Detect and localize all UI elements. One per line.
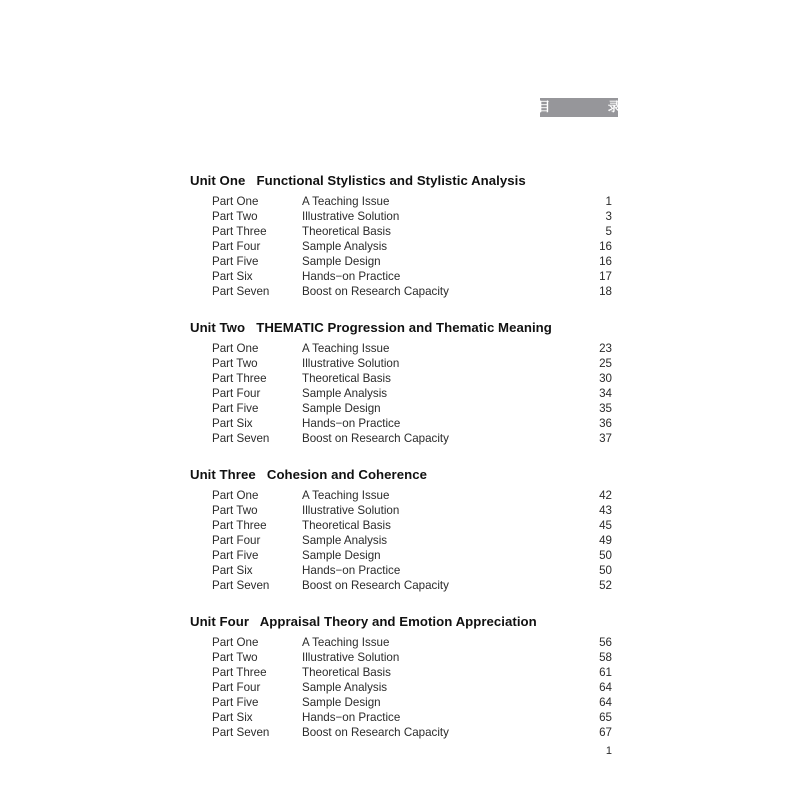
part-list [190,635,612,740]
unit-title: THEMATIC Progression and Thematic Meaning [256,320,552,335]
toc-entry[interactable] [190,356,612,371]
toc-entry[interactable] [190,431,612,446]
unit-heading [190,613,612,630]
toc-entry-page-number: 25 [599,357,612,370]
toc-entry[interactable] [190,254,612,269]
toc-entry[interactable] [190,710,612,725]
toc-entry-part: Part One [212,342,259,355]
unit-block [190,466,612,593]
toc-entry-page-number: 17 [599,270,612,283]
unit-title: Cohesion and Coherence [266,467,427,482]
toc-entry-page-number: 52 [599,579,612,592]
toc-entry-page-number: 36 [599,417,612,430]
toc-entry[interactable] [190,635,612,650]
toc-entry[interactable] [190,665,612,680]
toc-entry[interactable] [190,239,612,254]
toc-entry-page-number: 37 [599,432,612,445]
unit-block [190,319,612,446]
toc-entry-part: Part Six [212,270,253,283]
toc-entry-title: Sample Design [302,255,381,268]
contents-list [190,172,612,740]
part-list [190,341,612,446]
toc-entry-page-number: 1 [605,195,612,208]
toc-entry-title: Boost on Research Capacity [302,432,449,445]
toc-entry[interactable] [190,371,612,386]
toc-entry-page-number: 50 [599,564,612,577]
toc-entry-part: Part Five [212,255,259,268]
toc-entry-title: Sample Analysis [302,387,388,400]
toc-entry-title: Theoretical Basis [302,666,391,679]
toc-entry-page-number: 30 [599,372,612,385]
toc-entry[interactable] [190,548,612,563]
toc-entry-part: Part Five [212,402,259,415]
toc-entry[interactable] [190,341,612,356]
toc-entry-title: Theoretical Basis [302,519,391,532]
toc-entry[interactable] [190,488,612,503]
toc-entry-page-number: 64 [599,681,612,694]
unit-title: Appraisal Theory and Emotion Appreciation [259,614,537,629]
toc-entry-part: Part Three [212,666,267,679]
toc-entry[interactable] [190,563,612,578]
toc-entry-page-number: 56 [599,636,612,649]
toc-entry-part: Part Three [212,519,267,532]
toc-entry-title: Theoretical Basis [302,372,391,385]
unit-heading-spacer [245,173,256,188]
toc-entry-page-number: 5 [605,225,612,238]
unit-block [190,172,612,299]
toc-entry-title: A Teaching Issue [302,342,390,355]
toc-entry-title: Illustrative Solution [302,210,400,223]
unit-block [190,613,612,740]
toc-entry-page-number: 34 [599,387,612,400]
toc-entry[interactable] [190,269,612,284]
toc-entry-title: A Teaching Issue [302,489,390,502]
toc-entry-part: Part Two [212,210,258,223]
toc-entry-part: Part Six [212,711,253,724]
toc-entry-page-number: 50 [599,549,612,562]
toc-entry-page-number: 64 [599,696,612,709]
toc-entry-title: Illustrative Solution [302,504,400,517]
toc-entry-part: Part Three [212,225,267,238]
toc-entry-part: Part Seven [212,285,270,298]
toc-entry-part: Part Four [212,240,261,253]
toc-entry-page-number: 43 [599,504,612,517]
toc-entry-page-number: 61 [599,666,612,679]
toc-entry-part: Part Five [212,549,259,562]
toc-entry[interactable] [190,386,612,401]
unit-heading-spacer [245,320,256,335]
toc-entry-title: Hands−on Practice [302,711,401,724]
toc-entry[interactable] [190,725,612,740]
unit-title: Functional Stylistics and Stylistic Analysis [256,173,526,188]
part-list [190,194,612,299]
toc-entry-title: Hands−on Practice [302,270,401,283]
toc-entry-title: Sample Analysis [302,240,388,253]
toc-entry-page-number: 45 [599,519,612,532]
toc-entry-part: Part Four [212,534,261,547]
toc-entry-title: Theoretical Basis [302,225,391,238]
toc-entry-part: Part Seven [212,726,270,739]
toc-entry-page-number: 16 [599,255,612,268]
toc-entry-title: A Teaching Issue [302,636,390,649]
toc-entry-title: A Teaching Issue [302,195,390,208]
toc-entry-page-number: 18 [599,285,612,298]
toc-entry-part: Part Seven [212,432,270,445]
page-folio: 1 [605,745,612,757]
toc-entry[interactable] [190,209,612,224]
unit-heading [190,319,612,336]
toc-entry[interactable] [190,695,612,710]
toc-entry[interactable] [190,416,612,431]
toc-entry-page-number: 65 [599,711,612,724]
toc-entry-title: Sample Design [302,696,381,709]
toc-entry[interactable] [190,518,612,533]
toc-entry[interactable] [190,650,612,665]
toc-entry[interactable] [190,194,612,209]
toc-entry-part: Part Two [212,651,258,664]
toc-entry-part: Part One [212,195,259,208]
toc-entry-part: Part Six [212,417,253,430]
toc-entry[interactable] [190,578,612,593]
toc-entry-title: Sample Analysis [302,681,388,694]
unit-label: Unit One [190,173,246,188]
contents-banner-label: 目 录 [537,99,629,115]
toc-entry-page-number: 3 [605,210,612,223]
toc-entry-title: Illustrative Solution [302,357,400,370]
toc-entry[interactable] [190,224,612,239]
part-list [190,488,612,593]
toc-entry-page-number: 23 [599,342,612,355]
toc-entry-part: Part Six [212,564,253,577]
toc-entry-page-number: 67 [599,726,612,739]
toc-entry-part: Part Seven [212,579,270,592]
toc-entry-title: Illustrative Solution [302,651,400,664]
toc-entry-part: Part Two [212,357,258,370]
toc-entry[interactable] [190,503,612,518]
toc-entry-title: Sample Design [302,402,381,415]
toc-entry-part: Part Five [212,696,259,709]
unit-label: Unit Two [190,320,246,335]
unit-label: Unit Four [190,614,250,629]
toc-entry-part: Part One [212,636,259,649]
toc-entry-page-number: 16 [599,240,612,253]
toc-entry[interactable] [190,680,612,695]
unit-heading-spacer [249,614,260,629]
toc-entry-page-number: 58 [599,651,612,664]
unit-heading [190,466,612,483]
contents-banner [537,98,629,117]
toc-entry-title: Sample Analysis [302,534,388,547]
unit-heading [190,172,612,189]
toc-entry-title: Sample Design [302,549,381,562]
toc-entry-title: Boost on Research Capacity [302,285,449,298]
unit-label: Unit Three [190,467,256,482]
toc-entry-title: Boost on Research Capacity [302,579,449,592]
toc-entry-part: Part Four [212,681,261,694]
toc-entry-title: Boost on Research Capacity [302,726,449,739]
unit-heading-spacer [256,467,267,482]
toc-entry-part: Part Three [212,372,267,385]
toc-entry[interactable] [190,401,612,416]
toc-entry-title: Hands−on Practice [302,564,401,577]
toc-entry-title: Hands−on Practice [302,417,401,430]
toc-entry-page-number: 42 [599,489,612,502]
toc-entry-page-number: 35 [599,402,612,415]
toc-entry-part: Part One [212,489,259,502]
toc-entry[interactable] [190,533,612,548]
toc-entry[interactable] [190,284,612,299]
toc-entry-part: Part Two [212,504,258,517]
toc-entry-page-number: 49 [599,534,612,547]
toc-entry-part: Part Four [212,387,261,400]
